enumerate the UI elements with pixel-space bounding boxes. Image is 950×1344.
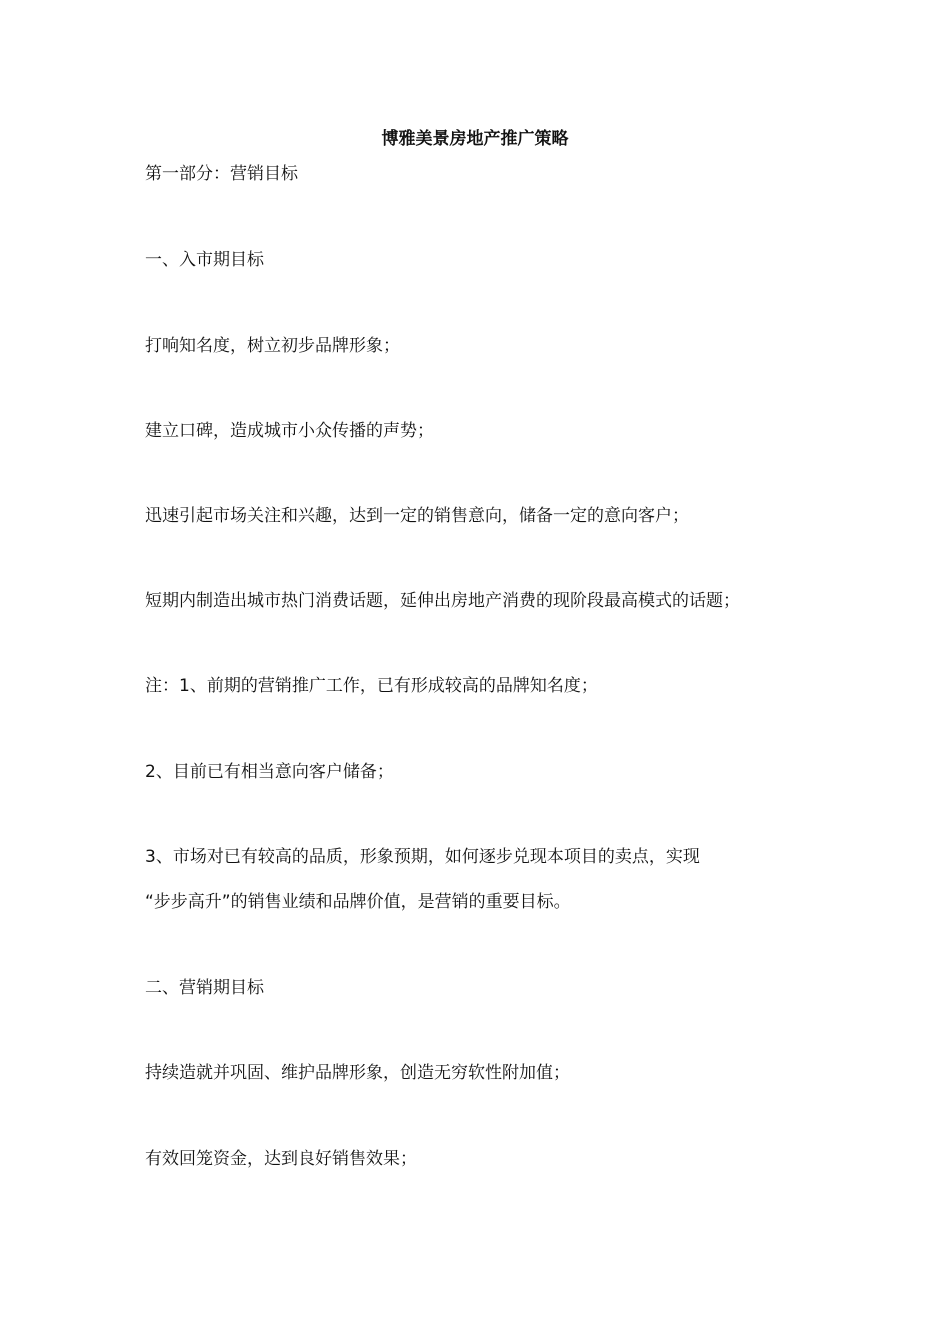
paragraph: 打响知名度，树立初步品牌形象； [145, 336, 400, 356]
document-title: 博雅美景房地产推广策略 [381, 129, 569, 149]
note-paragraph-continuation: “步步高升”的销售业绩和品牌价值，是营销的重要目标。 [145, 892, 571, 912]
paragraph: 持续造就并巩固、维护品牌形象，创造无穷软性附加值； [145, 1063, 570, 1083]
paragraph: 短期内制造出城市热门消费话题，延伸出房地产消费的现阶段最高模式的话题； [145, 591, 740, 611]
note-paragraph: 3、市场对已有较高的品质，形象预期，如何逐步兑现本项目的卖点，实现 [145, 847, 700, 867]
part-heading: 第一部分：营销目标 [145, 164, 298, 184]
note-paragraph: 注：1、前期的营销推广工作，已有形成较高的品牌知名度； [145, 676, 598, 696]
paragraph: 建立口碑，造成城市小众传播的声势； [145, 421, 434, 441]
paragraph: 迅速引起市场关注和兴趣，达到一定的销售意向，储备一定的意向客户； [145, 506, 689, 526]
paragraph: 有效回笼资金，达到良好销售效果； [145, 1149, 417, 1169]
section-heading-entry-period: 一、入市期目标 [145, 250, 264, 270]
section-heading-sales-period: 二、营销期目标 [145, 978, 264, 998]
note-paragraph: 2、目前已有相当意向客户储备； [145, 762, 394, 782]
